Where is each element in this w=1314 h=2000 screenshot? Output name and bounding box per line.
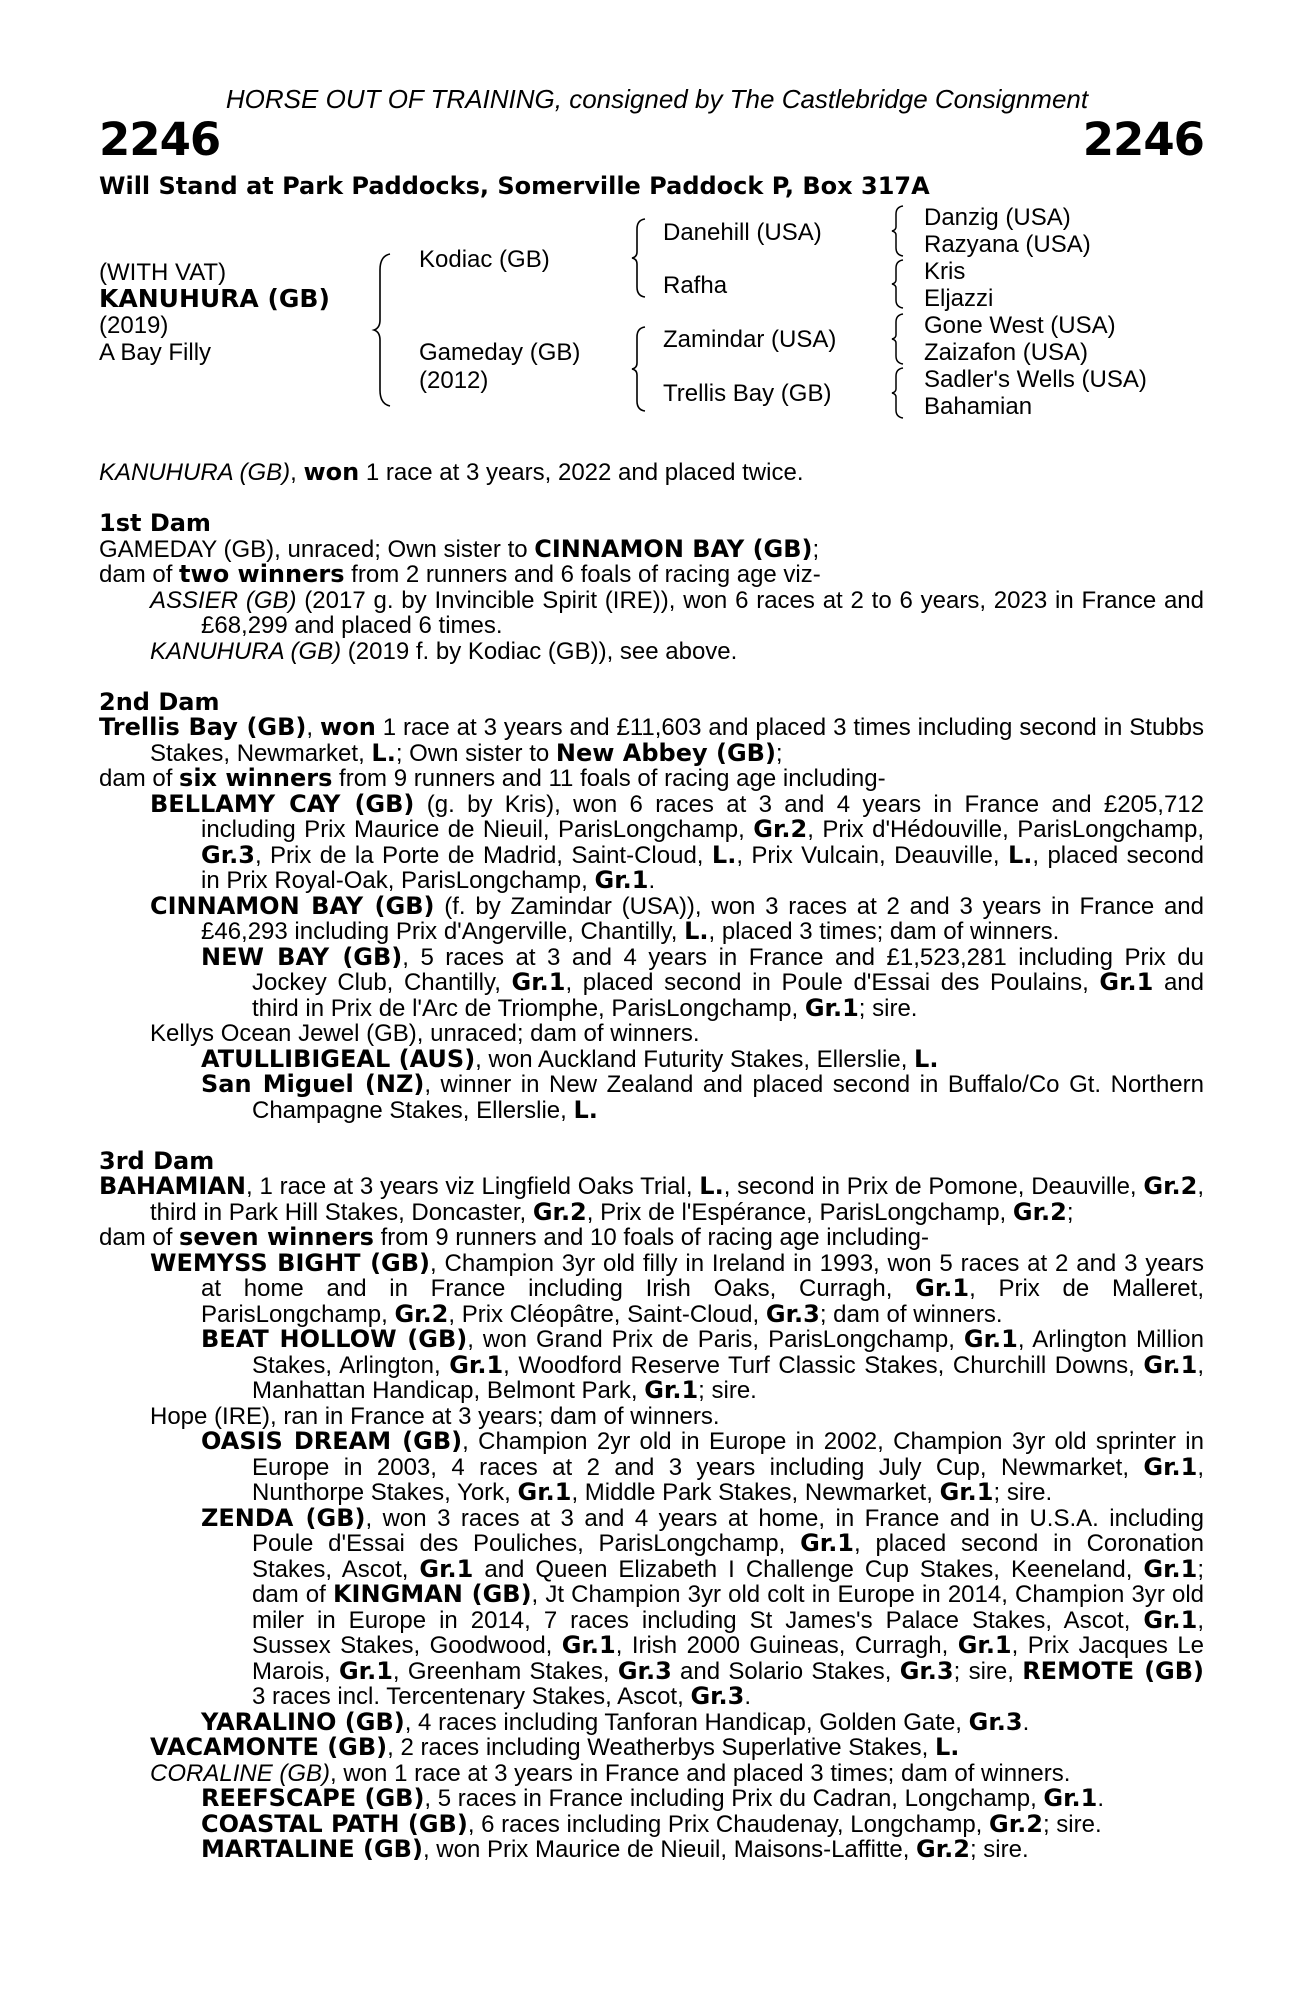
bold-text: L. [371,738,396,767]
text: ; sire. [1042,1810,1102,1838]
lot-number-right: 2246 [1082,113,1204,166]
bold-text: Gr.3 [968,1707,1023,1736]
text: , Middle Park Stakes, Newmarket, [571,1479,940,1506]
bold-text: CINNAMON BAY (GB) [534,534,813,563]
bold-text: YARALINO (GB) [201,1707,405,1736]
text: , won Prix Maurice de Nieuil, Maisons-Laffitte, [422,1836,917,1863]
record-line [99,1404,1204,1430]
text: ; [812,535,820,563]
record-line [99,1809,1204,1838]
horse-year: (2019) [99,312,169,339]
text: ; sire. [969,1836,1029,1863]
text: from 9 runners and 10 foals of racing age including- [373,1224,929,1251]
text: and third in Prix de l'Arc de Triomphe, ParisLongchamp, [252,969,1204,1022]
horse-name: KANUHURA (GB) [99,284,330,313]
bold-text: Gr.1 [1043,1784,1098,1812]
vat-note: (WITH VAT) [99,259,227,286]
text: ; dam of winners. [819,1300,1003,1328]
pedigree-gg-3: Kris [924,258,966,285]
text: , won Grand Prix de Paris, ParisLongchamp, [467,1326,964,1353]
text: , Manhattan Handicap, Belmont Park, [252,1351,1204,1404]
bold-text: Gr.1 [594,866,649,894]
pedigree-bracket-dam [630,325,648,413]
pedigree-gg-2: Razyana (USA) [924,231,1091,258]
record-line [99,562,1204,588]
record-line [99,460,1204,486]
text: from 2 runners and 6 foals of racing age viz- [344,561,821,588]
record-line [99,1786,1204,1812]
bold-text: Gr.1 [419,1554,474,1583]
bold-text: REMOTE (GB) [1022,1656,1205,1685]
text: ; sire, [953,1657,1023,1685]
record-line [99,789,1204,894]
bold-text: Gr.1 [644,1376,699,1404]
text: , [290,459,304,486]
text: , Jt Champion 3yr old colt in Europe in 2014, Champion 3yr old miler in Europe in 2014, 7 races including St James's Palace Stakes, Ascot, [252,1581,1205,1634]
text: (g. by Kris), won 6 races at 3 and 4 years in France and £205,712 including Prix Maurice de Nieuil, ParisLongchamp, [201,790,1204,843]
bold-text: Gr.1 [957,1631,1012,1659]
bold-text: Gr.1 [561,1631,616,1659]
text: , winner in New Zealand and placed second in Buffalo/Co Gt. Northern Champagne Stakes, Ellerslie, [252,1071,1204,1124]
bold-text: REEFSCAPE (GB) [201,1784,425,1812]
bold-text: MARTALINE (GB) [201,1835,423,1863]
pedigree-gg-5: Gone West (USA) [924,312,1116,339]
record-line [99,1429,1204,1506]
italic-text: KANUHURA (GB) [99,459,291,486]
text: (f. by Zamindar (USA)), won 3 races at 2 and 3 years in France and £46,293 including Prix d'Angerville, Chantilly, [201,892,1205,945]
text: , won 1 race at 3 years in France and placed 3 times; dam of winners. [330,1759,1071,1787]
record-line [99,1761,1204,1787]
record-line [99,1248,1205,1328]
bold-text: Gr.1 [517,1478,572,1506]
bold-text: VACAMONTE (GB) [150,1733,388,1761]
bold-text: Gr.1 [511,968,566,996]
bold-text: Gr.2 [989,1809,1043,1838]
record-line [99,534,1204,563]
record-line [99,766,1204,792]
bold-text: Gr.2 [1143,1172,1198,1200]
record-line [99,1327,1204,1404]
catalogue-header: HORSE OUT OF TRAINING, consigned by The Castlebridge Consignment [225,84,1089,114]
bold-text: Gr.1 [915,1274,970,1302]
bold-text: KINGMAN (GB) [332,1580,532,1608]
text: (2017 g. by Invincible Spirit (IRE)), won 6 races at 2 to 6 years, 2023 in France and £68,299 and placed 6 times. [201,586,1205,639]
bold-text: ZENDA (GB) [201,1503,366,1532]
text: ; Own sister to [395,739,556,767]
text: , placed second in Prix Royal-Oak, ParisLongchamp, [201,841,1204,894]
record-line [99,1735,1204,1761]
pedigree-bracket-ds [890,312,906,366]
bold-text: Gr.2 [1012,1197,1067,1226]
text: , won Auckland Futurity Stakes, Ellerslie, [475,1045,915,1073]
text: and Solario Stakes, [671,1657,900,1685]
bold-text: Gr.2 [753,815,808,843]
text: , third in Park Hill Stakes, Doncaster, [150,1173,1204,1226]
text: and Queen Elizabeth I Challenge Cup Stakes, Keeneland, [473,1555,1144,1583]
text: ; sire. [858,994,918,1022]
bold-text: ATULLIBIGEAL (AUS) [201,1044,476,1073]
bold-text: L. [934,1733,960,1761]
spacer [99,486,1204,512]
text: , 5 races at 3 and 4 years in France and £1,523,281 including Prix du Jockey Club, Chantilly, [252,943,1204,996]
text: Kellys Ocean Jewel (GB), unraced; dam of winners. [150,1020,700,1047]
record-line [99,1044,1204,1073]
text: , [306,714,321,741]
bold-text: Gr.1 [1143,1452,1198,1481]
bold-text: Gr.1 [449,1350,504,1379]
bold-text: L. [573,1095,598,1124]
bold-text: CINNAMON BAY (GB) [150,891,435,920]
text: , Nunthorpe Stakes, York, [252,1453,1204,1506]
bold-text: Gr.3 [765,1299,820,1328]
bold-text: San Miguel (NZ) [201,1070,425,1098]
bold-text: Gr.1 [800,1529,855,1557]
pedigree-bracket-sd [890,258,906,310]
lot-number-left: 2246 [99,113,221,166]
bold-text: six winners [179,764,333,792]
text: , Irish 2000 Guineas, Curragh, [615,1632,958,1659]
text: , 4 races including Tanforan Handicap, Golden Gate, [404,1708,969,1736]
text: , second in Prix de Pomone, Deauville, [723,1173,1144,1200]
bold-text: Gr.1 [1143,1605,1198,1634]
record-line [99,1072,1204,1123]
text: (2019 f. by Kodiac (GB)), see above. [341,637,738,665]
text: , 2 races including Weatherbys Superlative Stakes, [387,1734,935,1761]
bold-text: L. [699,1172,724,1200]
bold-text: COASTAL PATH (GB) [201,1809,468,1838]
italic-text: CORALINE (GB) [150,1759,331,1787]
bold-text: 2nd Dam [99,687,220,716]
record-line [99,588,1204,639]
bold-text: 1st Dam [99,509,211,537]
text: 1 race at 3 years and £11,603 and placed 3 times including second in Stubbs Stakes, Newmarket, [150,714,1204,767]
horse-description: A Bay Filly [99,339,212,366]
bold-text: Gr.3 [201,840,255,869]
record-line [99,891,1205,945]
record-line [99,511,1204,537]
text: ; [1066,1198,1074,1226]
pedigree-sire-dam: Rafha [663,272,728,299]
bold-text: L. [1007,840,1033,869]
bold-text: BAHAMIAN [99,1172,246,1200]
italic-text: ASSIER (GB) [150,586,297,614]
text: ; sire. [993,1479,1053,1506]
text: , 1 race at 3 years viz Lingfield Oaks Trial, [246,1173,700,1200]
bold-text: Gr.3 [690,1682,745,1710]
pedigree-bracket-main [372,252,394,408]
bold-text: Gr.2 [532,1197,587,1226]
bold-text: BEAT HOLLOW (GB) [201,1325,468,1353]
text: , Prix de l'Espérance, ParisLongchamp, [586,1198,1013,1226]
text: , Prix Cléopâtre, Saint-Cloud, [448,1300,766,1328]
bold-text: Gr.1 [963,1325,1018,1353]
record-line [99,1225,1204,1251]
bold-text: L. [684,917,709,945]
bold-text: Gr.1 [338,1656,393,1685]
bold-text: seven winners [179,1223,374,1251]
text: , Sussex Stakes, Goodwood, [252,1606,1204,1659]
bold-text: Gr.1 [804,993,859,1022]
text: . [1097,1785,1105,1812]
record-line [99,942,1204,1022]
bold-text: Gr.1 [939,1478,994,1506]
pedigree-gg-1: Danzig (USA) [924,204,1071,231]
text: , 6 races including Prix Chaudenay, Longchamp, [467,1810,990,1838]
text: 3 races incl. Tercentenary Stakes, Ascot, [252,1683,691,1710]
text: , Prix d'Hédouville, ParisLongchamp, [807,816,1204,843]
bold-text: Gr.3 [899,1656,954,1685]
text: ; [775,739,783,767]
text: , placed second in Poule d'Essai des Poulains, [565,969,1100,996]
text: , Prix Vulcain, Deauville, [736,841,1008,869]
racing-record [99,460,1204,1863]
bold-text: OASIS DREAM (GB) [201,1427,463,1455]
text: , Prix de la Porte de Madrid, Saint-Cloud, [254,841,712,869]
text: , placed second in Coronation Stakes, Ascot, [252,1530,1204,1583]
pedigree-dam-dam: Trellis Bay (GB) [663,380,832,407]
bold-text: NEW BAY (GB) [201,942,403,971]
bold-text: L. [711,840,737,869]
bold-text: won [303,458,360,486]
record-line [99,1837,1204,1863]
text: , Prix Jacques Le Marois, [252,1632,1205,1685]
text: , Arlington Million Stakes, Arlington, [252,1326,1204,1379]
pedigree-gg-6: Zaizafon (USA) [924,339,1089,366]
text: . [1022,1708,1030,1736]
text: , Woodford Reserve Turf Classic Stakes, Churchill Downs, [503,1351,1144,1379]
bold-text: two winners [179,560,345,588]
record-line [99,715,1204,766]
text: dam of [99,561,180,588]
text: from 9 runners and 11 foals of racing age including- [332,765,886,792]
bold-text: L. [914,1044,939,1073]
pedigree-sire-sire: Danehill (USA) [663,219,822,246]
stand-location: Will Stand at Park Paddocks, Somerville Paddock P, Box 317A [99,172,930,200]
bold-text: Trellis Bay (GB) [99,713,307,741]
pedigree-dam-sire: Zamindar (USA) [663,326,837,353]
pedigree-dam-year: (2012) [419,367,489,394]
pedigree-sire: Kodiac (GB) [419,246,550,273]
pedigree-gg-4: Eljazzi [924,285,994,312]
pedigree-bracket-dd [890,366,906,420]
bold-text: 3rd Dam [99,1146,215,1175]
text: , placed 3 times; dam of winners. [708,918,1060,945]
record-line [99,1146,1204,1175]
record-line [99,687,1204,716]
pedigree-bracket-ss [890,204,906,258]
text: , 5 races in France including Prix du Cadran, Longchamp, [424,1785,1044,1812]
text: dam of [99,765,180,792]
bold-text: Gr.2 [916,1835,970,1863]
text: , Champion 3yr old filly in Ireland in 1993, won 5 races at 2 and 3 years at home and in France including Irish Oaks, Curragh, [201,1249,1205,1302]
text: , Prix de Malleret, ParisLongchamp, [201,1275,1204,1328]
text: ; dam of [252,1555,1204,1608]
text: dam of [99,1224,180,1251]
text: Hope (IRE), ran in France at 3 years; dam of winners. [150,1402,720,1430]
pedigree-gg-8: Bahamian [924,393,1033,420]
bold-text: Gr.2 [394,1299,449,1328]
text: , won 3 races at 3 and 4 years at home, in France and in U.S.A. including Poule d'Essai des Pouliches, ParisLongchamp, [252,1504,1204,1557]
text: . [648,867,656,894]
record-line [99,1021,1204,1047]
record-line [99,639,1204,665]
pedigree-gg-7: Sadler's Wells (USA) [924,366,1147,393]
pedigree-dam: Gameday (GB) [419,339,581,366]
record-line [99,1707,1204,1736]
pedigree-bracket-sire [630,217,648,299]
bold-text: Gr.1 [1099,968,1154,996]
italic-text: KANUHURA (GB) [150,637,342,665]
spacer [99,664,1204,690]
record-line [99,1174,1204,1225]
record-line [99,1503,1205,1710]
bold-text: Gr.3 [617,1656,672,1685]
text: 1 race at 3 years, 2022 and placed twice. [359,459,804,486]
bold-text: won [320,713,376,741]
bold-text: Gr.1 [1143,1350,1198,1379]
bold-text: WEMYSS BIGHT (GB) [150,1248,431,1277]
text: GAMEDAY (GB), unraced; Own sister to [99,535,535,563]
text: , Greenham Stakes, [392,1657,618,1685]
text: , Champion 2yr old in Europe in 2002, Champion 3yr old sprinter in Europe in 2003, 4 races at 2 and 3 years including July Cup, Newmarket, [252,1428,1204,1481]
bold-text: Gr.1 [1143,1554,1198,1583]
bold-text: New Abbey (GB) [555,738,776,767]
text: . [744,1683,752,1710]
text: ; sire. [698,1377,757,1404]
bold-text: BELLAMY CAY (GB) [150,789,415,818]
spacer [99,1123,1204,1149]
